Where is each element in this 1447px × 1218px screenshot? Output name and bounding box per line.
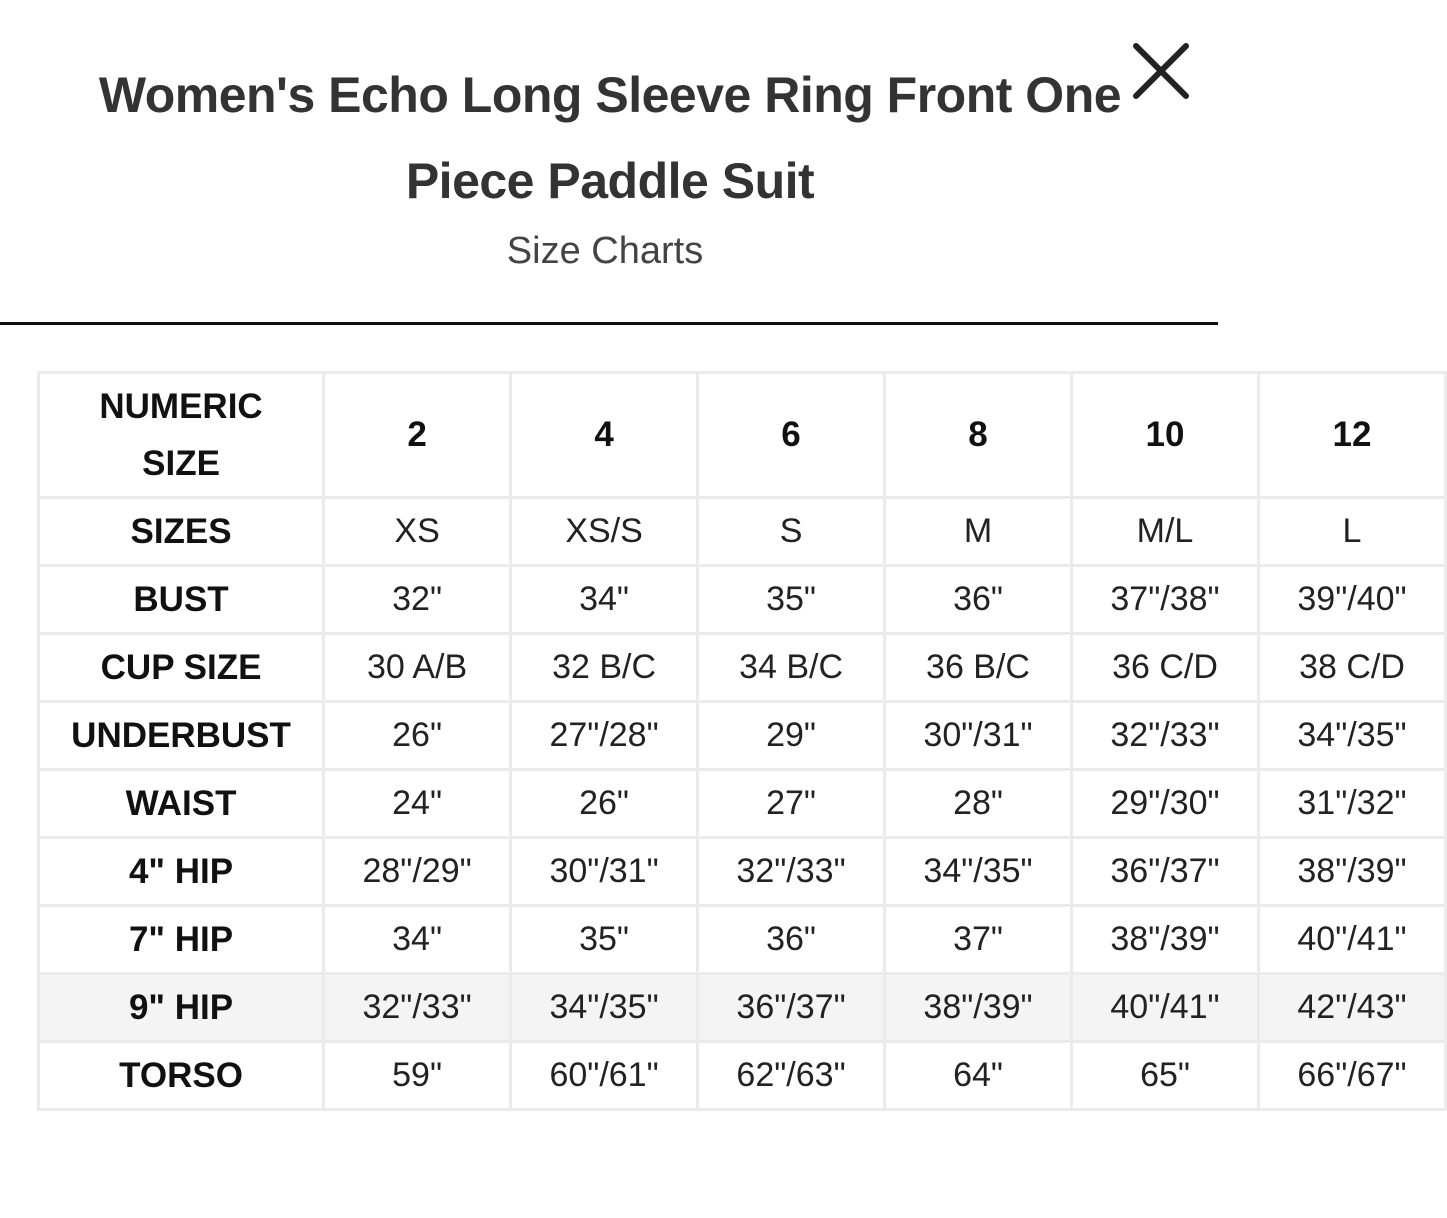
table-cell: XS/S — [511, 498, 698, 566]
table-cell: 36"/37" — [1072, 838, 1259, 906]
header-divider — [0, 322, 1218, 325]
table-cell: 26" — [511, 770, 698, 838]
table-row-label: WAIST — [39, 770, 324, 838]
table-cell: 36" — [698, 906, 885, 974]
table-cell: 26" — [324, 702, 511, 770]
table-row-label: 9" HIP — [39, 974, 324, 1042]
table-cell: 34"/35" — [1259, 702, 1446, 770]
table-row — [39, 1042, 1446, 1110]
table-cell: 32"/33" — [324, 974, 511, 1042]
table-cell: 36"/37" — [698, 974, 885, 1042]
table-header-cell: 10 — [1072, 373, 1259, 498]
table-cell: M/L — [1072, 498, 1259, 566]
table-cell: M — [885, 498, 1072, 566]
table-cell: 37" — [885, 906, 1072, 974]
table-cell: 66"/67" — [1259, 1042, 1446, 1110]
table-cell: 27"/28" — [511, 702, 698, 770]
table-row-label: TORSO — [39, 1042, 324, 1110]
table-cell: 28"/29" — [324, 838, 511, 906]
table-row-label: CUP SIZE — [39, 634, 324, 702]
table-cell: 37"/38" — [1072, 566, 1259, 634]
table-row — [39, 770, 1446, 838]
table-cell: 38"/39" — [1259, 838, 1446, 906]
table-cell: 34"/35" — [885, 838, 1072, 906]
table-row-label: 4" HIP — [39, 838, 324, 906]
table-cell: 38"/39" — [885, 974, 1072, 1042]
table-header-cell: 2 — [324, 373, 511, 498]
table-header-row — [39, 373, 1446, 498]
table-row — [39, 634, 1446, 702]
table-cell: 38"/39" — [1072, 906, 1259, 974]
table-cell: 32" — [324, 566, 511, 634]
table-cell: 30"/31" — [511, 838, 698, 906]
table-cell: 40"/41" — [1072, 974, 1259, 1042]
table-cell: 28" — [885, 770, 1072, 838]
table-cell: 34"/35" — [511, 974, 698, 1042]
table-cell: 35" — [698, 566, 885, 634]
table-row — [39, 498, 1446, 566]
table-header-cell: 6 — [698, 373, 885, 498]
table-cell: 62"/63" — [698, 1042, 885, 1110]
table-header-cell: 4 — [511, 373, 698, 498]
table-cell: 59" — [324, 1042, 511, 1110]
table-cell: 35" — [511, 906, 698, 974]
table-cell: L — [1259, 498, 1446, 566]
table-cell: 36" — [885, 566, 1072, 634]
table-row — [39, 566, 1446, 634]
table-row-label: BUST — [39, 566, 324, 634]
size-table-container[interactable] — [37, 371, 1407, 1143]
table-cell: 36 B/C — [885, 634, 1072, 702]
table-row-label: SIZES — [39, 498, 324, 566]
table-cell: 36 C/D — [1072, 634, 1259, 702]
table-cell: 32"/33" — [1072, 702, 1259, 770]
table-cell: 29" — [698, 702, 885, 770]
table-cell: 30 A/B — [324, 634, 511, 702]
table-cell: 32"/33" — [698, 838, 885, 906]
table-cell: 38 C/D — [1259, 634, 1446, 702]
table-cell: XS — [324, 498, 511, 566]
table-cell: 34" — [324, 906, 511, 974]
table-cell: 42"/43" — [1259, 974, 1446, 1042]
table-row — [39, 838, 1446, 906]
table-cell: 31"/32" — [1259, 770, 1446, 838]
table-row — [39, 906, 1446, 974]
table-header-cell: 8 — [885, 373, 1072, 498]
table-cell: 34 B/C — [698, 634, 885, 702]
table-cell: 34" — [511, 566, 698, 634]
table-cell: 64" — [885, 1042, 1072, 1110]
table-cell: 32 B/C — [511, 634, 698, 702]
size-table-body — [39, 373, 1446, 1110]
table-header-cell: 12 — [1259, 373, 1446, 498]
table-cell: 60"/61" — [511, 1042, 698, 1110]
table-row-label: UNDERBUST — [39, 702, 324, 770]
table-row — [39, 974, 1446, 1042]
size-table — [37, 371, 1447, 1111]
table-cell: 40"/41" — [1259, 906, 1446, 974]
table-row — [39, 702, 1446, 770]
table-cell: 29"/30" — [1072, 770, 1259, 838]
table-cell: 30"/31" — [885, 702, 1072, 770]
page-title: Women's Echo Long Sleeve Ring Front One Piece Paddle Suit — [98, 67, 1122, 209]
table-cell: 65" — [1072, 1042, 1259, 1110]
table-cell: 39"/40" — [1259, 566, 1446, 634]
page-subtitle: Size Charts — [506, 230, 704, 272]
table-header-label: NUMERIC SIZE — [39, 373, 324, 498]
table-cell: 24" — [324, 770, 511, 838]
table-cell: S — [698, 498, 885, 566]
table-cell: 27" — [698, 770, 885, 838]
table-row-label: 7" HIP — [39, 906, 324, 974]
